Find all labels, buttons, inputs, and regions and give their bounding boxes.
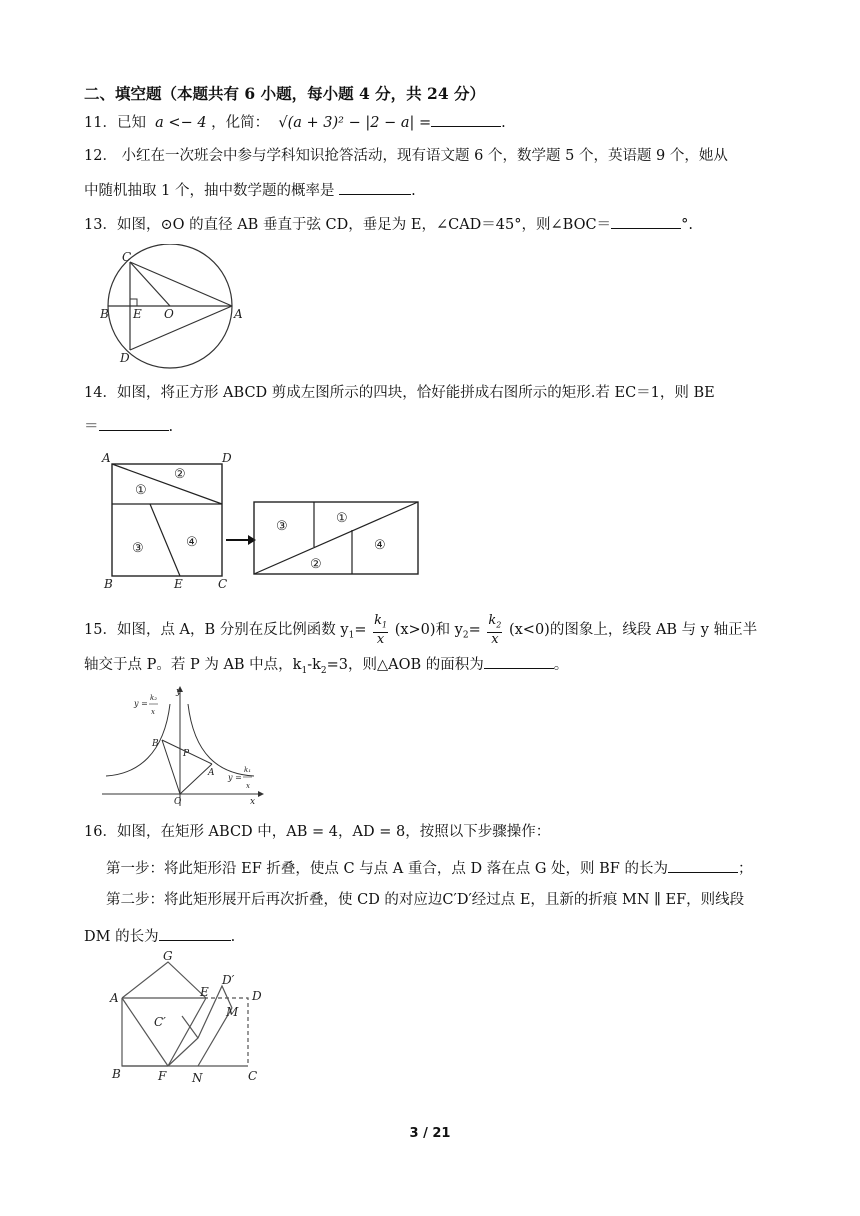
- q13-label-E: E: [133, 307, 142, 321]
- question-14-line1: 14．如图，将正方形 ABCD 剪成左图所示的四块，恰好能拼成右图所示的矩形.若 EC＝1，则 BE: [84, 385, 715, 401]
- q13-answer-blank[interactable]: [611, 214, 681, 229]
- q13-text: 13．如图，⊙O 的直径 AB 垂直于弦 CD，垂足为 E，∠CAD＝45°，则∠BOC＝: [84, 217, 612, 233]
- q14-answer-blank[interactable]: [99, 416, 169, 431]
- q15-eq1: =: [354, 621, 367, 638]
- q16-answer-blank-2[interactable]: [159, 926, 231, 941]
- q12-answer-blank[interactable]: [339, 180, 411, 195]
- q15-text-b: 轴交于点 P。若 P 为 AB 中点，k: [84, 657, 302, 673]
- q15-label-x: x: [250, 797, 256, 807]
- q15-text-d: =3，则△AOB 的面积为: [326, 657, 484, 673]
- q15-eq2: =: [468, 621, 481, 638]
- q14-label-A: A: [102, 451, 111, 465]
- question-16-line2: [106, 858, 752, 879]
- q16-label-G: G: [163, 950, 173, 963]
- q14-piece-4: ④: [186, 535, 198, 550]
- question-16-line1: 16．如图，在矩形 ABCD 中，AB = 4，AD = 8，按照以下步骤操作：: [84, 824, 551, 840]
- q11-number: 11．: [84, 115, 117, 131]
- question-16-line3: 第二步：将此矩形展开后再次折叠，使 CD 的对应边C′D′经过点 E，且新的折痕 MN ∥ EF，则线段: [106, 892, 745, 908]
- q13-circle-figure: [100, 244, 250, 372]
- question-12-line1: 12． 小红在一次班会中参与学科知识抢答活动，现有语文题 6 个，数学题 5 个，英语题 9 个，她从: [84, 148, 728, 164]
- q15-x1: x: [376, 631, 385, 647]
- q16-answer-blank-1[interactable]: [668, 858, 738, 873]
- q14-label-C: C: [218, 577, 228, 591]
- question-15-line1: [84, 614, 757, 646]
- q15-label-B: B: [152, 739, 159, 749]
- q13-label-C: C: [122, 250, 132, 264]
- question-13: [84, 214, 693, 235]
- q12-text: 中随机抽取 1 个，抽中数学题的概率是: [84, 183, 335, 199]
- q16-label-D: D: [252, 989, 262, 1003]
- question-14-line2: ＝ .: [84, 416, 173, 437]
- q15-sub1: 1: [348, 630, 355, 641]
- q15-x2: x: [491, 631, 499, 647]
- q14-piece-2: ②: [174, 467, 186, 482]
- question-15-line2: 轴交于点 P。若 P 为 AB 中点，$k_1-k_2=3$，则△AOB 的面积为 。: [84, 654, 568, 681]
- q16-label-B: B: [112, 1067, 121, 1081]
- q11-text1: 已知: [116, 115, 146, 131]
- q16-label-A: A: [110, 991, 119, 1005]
- q14-piece-1: ①: [135, 483, 147, 498]
- q13-suffix: °.: [681, 217, 693, 233]
- question-11: 11．已知 a <− 4 ，化简： √(a + 3)² − |2 − a| = .: [84, 112, 506, 133]
- q13-label-D: D: [120, 351, 130, 365]
- q14-piece-3: ③: [132, 541, 144, 556]
- q15-label-O: O: [174, 797, 182, 807]
- q14-right-piece-1: ①: [336, 511, 348, 526]
- q11-text2: ，化简：: [211, 115, 270, 131]
- q14-label-D: D: [222, 451, 232, 465]
- q14-right-piece-3: ③: [276, 519, 288, 534]
- q15-label-P: P: [183, 749, 190, 759]
- q15-curve1-label: y =: [228, 773, 242, 782]
- q16-period: .: [230, 929, 236, 945]
- q14-label-B: B: [104, 577, 113, 591]
- question-16-line4: [84, 926, 235, 947]
- q15-k2sub: 2: [496, 620, 502, 630]
- question-12-line2: 中随机抽取 1 个，抽中数学题的概率是 .: [84, 180, 416, 201]
- q15-sub2: 2: [462, 630, 469, 641]
- q15-curve1-k1: k₁: [244, 766, 252, 774]
- q15-text-a: 15．如图，点 A，B 分别在反比例函数 y: [84, 621, 349, 638]
- q16-step2-end: DM 的长为: [84, 929, 159, 945]
- q15-end: 。: [553, 657, 569, 673]
- q14-right-piece-2: ②: [310, 557, 322, 572]
- page-number: 3 / 21: [409, 1126, 451, 1141]
- q13-label-B: B: [100, 307, 109, 321]
- q16-label-E: E: [200, 985, 209, 999]
- q15-curve1-x: x: [246, 782, 250, 790]
- q14-eq: ＝: [84, 419, 99, 435]
- q16-label-Cprime: C′: [154, 1015, 166, 1029]
- q16-step1-end: ；: [737, 861, 753, 877]
- q16-label-C: C: [248, 1069, 258, 1083]
- q15-graph-figure: [98, 684, 264, 808]
- section-heading: 二、填空题（本题共有 6 小题，每小题 4 分，共 24 分）: [84, 84, 486, 103]
- q15-k2: k: [488, 613, 497, 628]
- q15-curve2-label: y =: [134, 699, 148, 708]
- q15-curve2-k2: k₂: [150, 694, 158, 702]
- q11-condition: a <− 4: [155, 115, 207, 131]
- q11-answer-blank[interactable]: [431, 112, 501, 127]
- q14-square-figure: [98, 446, 428, 592]
- q16-label-N: N: [192, 1071, 203, 1084]
- q14-label-E: E: [174, 577, 183, 591]
- q14-right-piece-4: ④: [374, 538, 386, 553]
- q16-label-Dprime: D′: [222, 973, 235, 987]
- q16-label-M: M: [226, 1005, 239, 1019]
- q15-text-c: -k: [307, 657, 321, 673]
- q15-cond1: (x>0)和 y: [394, 621, 463, 638]
- q15-frac-k2: [487, 614, 502, 646]
- q15-cond2: (x<0)的图象上，线段 AB 与 y 轴正半: [508, 621, 758, 638]
- q11-expression: √(a + 3)² − |2 − a| =: [278, 115, 432, 131]
- q16-label-F: F: [158, 1069, 167, 1083]
- q15-curve2-x: x: [151, 708, 155, 716]
- q15-frac-k1: [373, 614, 388, 646]
- q16-step1: 第一步：将此矩形沿 EF 折叠，使点 C 与点 A 重合，点 D 落在点 G 处，则 BF 的长为: [106, 861, 668, 877]
- q13-label-O: O: [164, 307, 174, 321]
- q15-k1sub: 1: [382, 620, 388, 630]
- q15-answer-blank[interactable]: [484, 654, 554, 669]
- q16-fold-figure: [108, 950, 272, 1084]
- q13-label-A: A: [234, 307, 243, 321]
- q15-k1: k: [374, 613, 382, 628]
- q15-label-A: A: [208, 768, 215, 778]
- q15-label-y: y: [176, 687, 182, 697]
